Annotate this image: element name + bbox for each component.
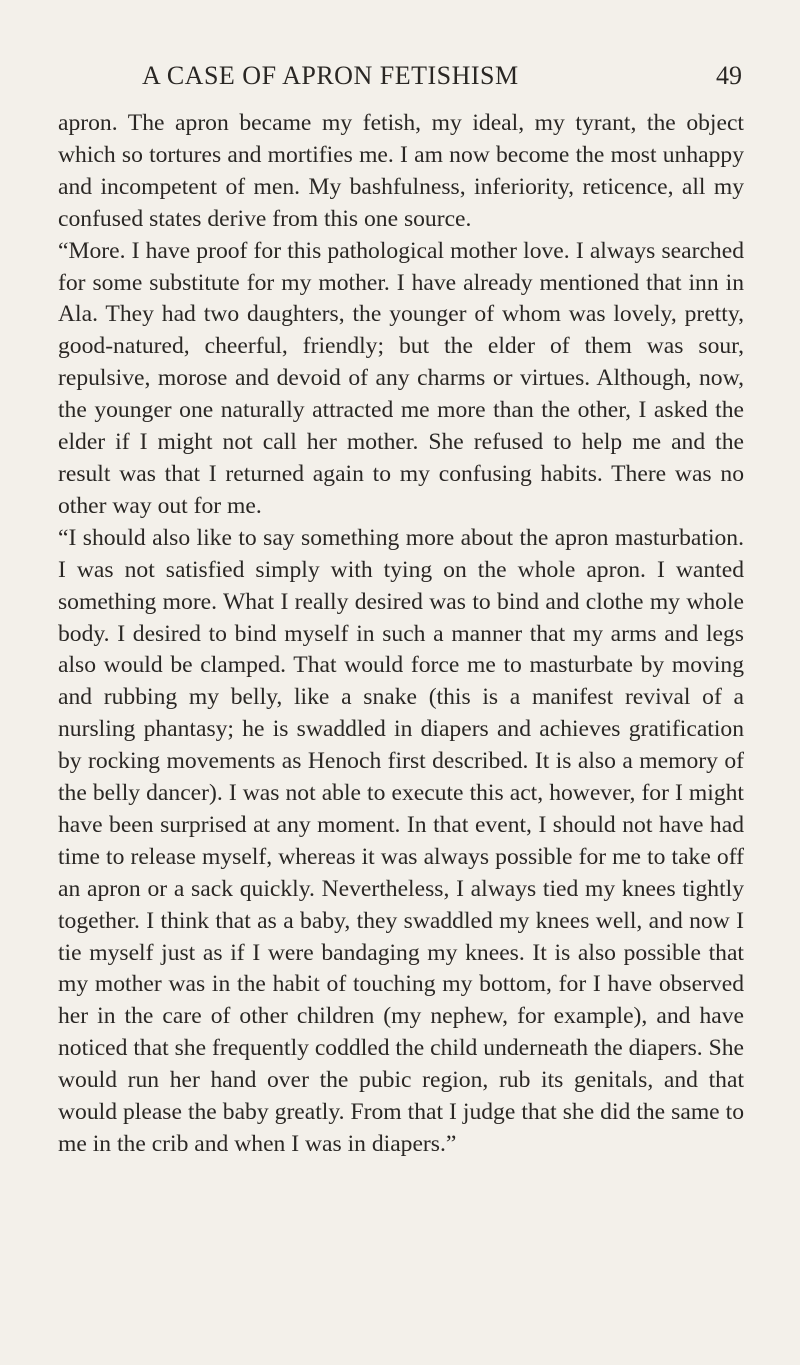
running-head [58, 58, 742, 98]
paragraph-continuation: apron. The apron became my fetish, my ideal, my tyrant, the object which so tortures and mortifies me. I am now become the most unhappy and incompetent of men. My bashfulness, inferiority, reticence, all my confused states derive from this one source. [58, 110, 744, 232]
paragraph-mother-substitute: “More. I have proof for this pathological mother love. I always searched for some substitute for my mother. I have already mentioned that inn in Ala. They had two daughters, the younger of whom was lovely, pretty, good-natured, cheerful, friendly; but the elder of them was sour, repulsive, morose and devoid of any charms or virtues. Although, now, the younger one naturally attracted me more than the other, I asked the elder if I might not call her mother. She refused to help me and the result was that I returned again to my confusing habits. There was no other way out for me. [58, 237, 744, 519]
running-title: A CASE OF APRON FETISHISM [142, 61, 519, 90]
paragraph-apron-binding: “I should also like to say something more about the apron masturbation. I was not satisfied simply with tying on the whole apron. I wanted something more. What I really desired was to bind and clothe my whole body. I desired to bind myself in such a manner that my arms and legs also would be clamped. That would force me to masturbate by moving and rubbing my belly, like a snake (this is a manifest revival of a nursling phantasy; he is swaddled in diapers and achieves gratification by rocking movements as Henoch first described. It is also a memory of the belly dancer). I was not able to execute this act, however, for I might have been surprised at any moment. In that event, I should not have had time to release myself, whereas it was always possible for me to take off an apron or a sack quickly. Nevertheless, I always tied my knees tightly together. I think that as a baby, they swaddled my knees well, and now I tie myself just as if I were bandaging my knees. It is also possible that my mother was in the habit of touching my bottom, for I have observed her in the care of other children (my nephew, for example), and have noticed that she frequently coddled the child underneath the diapers. She would run her hand over the pubic region, rub its genitals, and that would please the baby greatly. From that I judge that she did the same to me in the crib and when I was in diapers.” [58, 524, 744, 1157]
page-number: 49 [716, 61, 742, 90]
body-text [58, 108, 744, 1161]
